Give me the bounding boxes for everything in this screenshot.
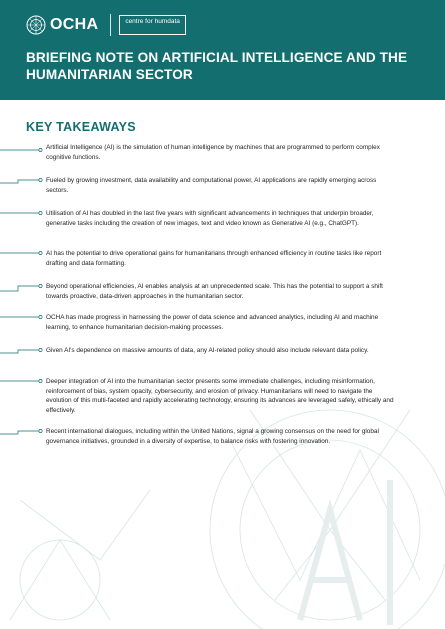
circuit-connector-icon: [0, 427, 45, 457]
partner-label: centre for humdata: [119, 15, 186, 35]
takeaway-text: Beyond operational efficiencies, AI enables analysis at an unprecedented scale. This has the potential to support a shift towards proactive, data-driven approaches in the humanitarian sector.: [46, 283, 383, 300]
page-title: BRIEFING NOTE ON ARTIFICIAL INTELLIGENCE AND THE HUMANITARIAN SECTOR: [26, 50, 408, 82]
circuit-connector-icon: [0, 143, 45, 173]
circuit-connector-icon: [0, 176, 45, 206]
circuit-connector-icon: [0, 209, 45, 239]
takeaway-text: OCHA has made progress in harnessing the power of data science and advanced analytics, including AI and machine learning, to enhance humanitarian decision-making processes.: [46, 314, 379, 331]
takeaway-text: Fueled by growing investment, data availability and computational power, AI applications are rapidly emerging across sectors.: [46, 177, 377, 194]
takeaway-text: AI has the potential to drive operational gains for humanitarians through enhanced efficiency in routine tasks like report drafting and data formatting.: [46, 250, 382, 267]
takeaway-text: Utilisation of AI has doubled in the last five years with significant advancements in techniques that underpin broader, generative tasks including the creation of new images, text and video known as Generative AI (e.g., ChatGPT).: [46, 210, 374, 227]
section-heading: KEY TAKEAWAYS: [26, 120, 136, 134]
circuit-connector-icon: [0, 313, 45, 343]
takeaway-text: Artificial Intelligence (AI) is the simulation of human intelligence by machines that are programmed to perform complex cognitive functions.: [46, 144, 380, 161]
takeaway-text: Recent international dialogues, including within the United Nations, signal a growing consensus on the need for global governance initiatives, grounded in a diversity of expertise, to balance risks with fostering innovation.: [46, 428, 379, 445]
takeaway-text: Given AI's dependence on massive amounts of data, any AI-related policy should also include relevant data policy.: [46, 347, 369, 354]
circuit-connector-icon: [0, 282, 45, 312]
takeaway-text: Deeper integration of AI into the humanitarian sector presents some immediate challenges, including misinformation, reinforcement of bias, system opacity, cybersecurity, and erosion of privacy. Humanitarians will need to navigate the evolution of this multi-faceted and rapidly accelerating technology, ensuring its advances are leveraged safely, ethically and effectively.: [46, 378, 394, 414]
circuit-connector-icon: [0, 377, 45, 407]
circuit-connector-icon: [0, 346, 45, 376]
org-name: OCHA: [50, 16, 99, 33]
circuit-connector-icon: [0, 249, 45, 279]
